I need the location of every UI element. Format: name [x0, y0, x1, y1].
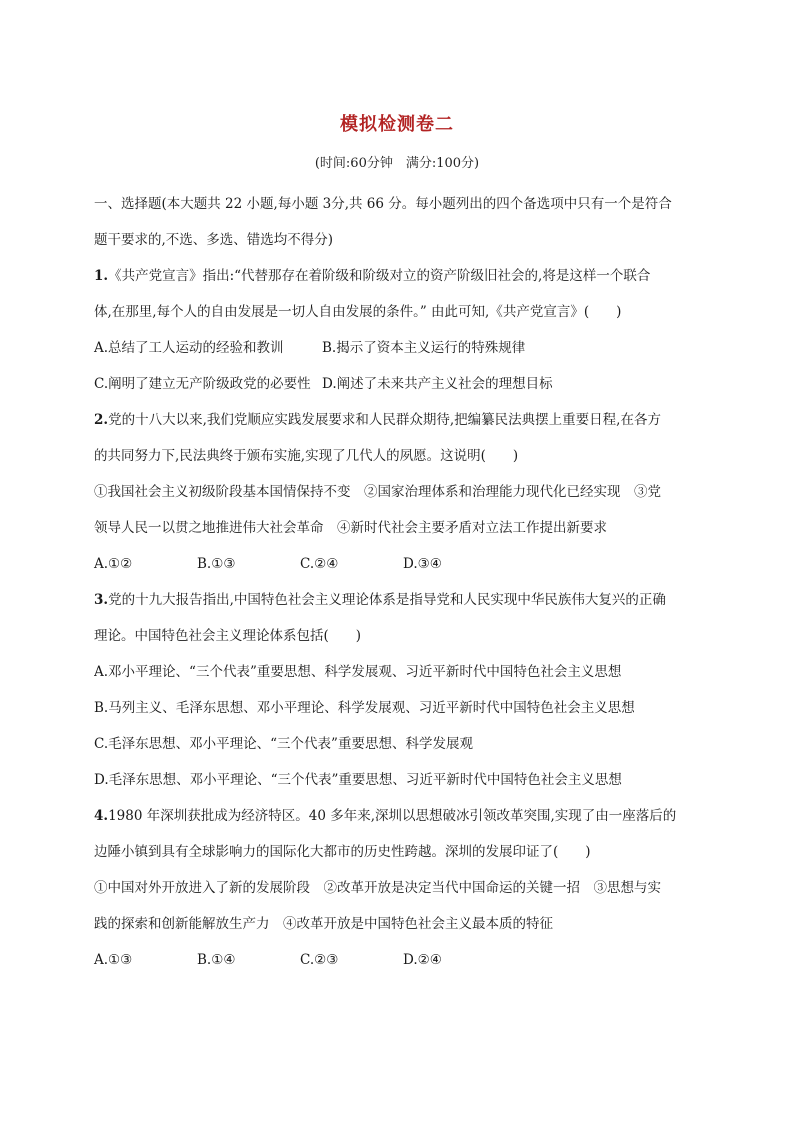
- question-number: 4.: [94, 808, 109, 824]
- option-a[interactable]: A.总结了工人运动的经验和教训: [94, 340, 284, 356]
- exam-title: 模拟检测卷二: [340, 114, 454, 135]
- question-2-line: [94, 402, 700, 438]
- question-4-options-row: [94, 942, 700, 978]
- option-d[interactable]: D.③④: [403, 556, 442, 572]
- option-c[interactable]: C.②③: [300, 952, 339, 968]
- option-b[interactable]: B.①④: [197, 952, 236, 968]
- question-4-line: 边陲小镇到具有全球影响力的国际化大都市的历史性跨越。深圳的发展印证了( ): [94, 844, 591, 860]
- option-b[interactable]: B.揭示了资本主义运行的特殊规律: [322, 340, 526, 356]
- question-2-statements: 领导人民一以贯之地推进伟大社会革命 ④新时代社会主要矛盾对立法工作提出新要求: [94, 520, 607, 536]
- question-1-line: [94, 258, 700, 294]
- question-3-line: [94, 582, 700, 618]
- question-text: 《共产党宣言》指出:“代替那存在着阶级和阶级对立的资产阶级旧社会的,将是这样一个联合: [108, 268, 651, 284]
- question-4-statements: ①中国对外开放进入了新的发展阶段 ②改革开放是决定当代中国命运的关键一招 ③思想与实: [94, 880, 661, 896]
- option-c[interactable]: C.毛泽东思想、邓小平理论、“三个代表”重要思想、科学发展观: [94, 736, 473, 752]
- question-2-options-row: [94, 546, 700, 582]
- exam-content: [94, 186, 700, 978]
- option-b[interactable]: B.①③: [197, 556, 236, 572]
- option-d[interactable]: D.②④: [403, 952, 442, 968]
- option-c[interactable]: C.②④: [300, 556, 339, 572]
- question-number: 3.: [94, 592, 109, 608]
- option-a[interactable]: A.①②: [94, 556, 133, 572]
- question-1-options-row: [94, 366, 700, 402]
- option-d[interactable]: D.阐述了未来共产主义社会的理想目标: [322, 376, 553, 392]
- question-text: 党的十九大报告指出,中国特色社会主义理论体系是指导党和人民实现中华民族伟大复兴的正确: [108, 592, 666, 608]
- question-number: 2.: [94, 412, 109, 428]
- question-text: 党的十八大以来,我们党顺应实践发展要求和人民群众期待,把编纂民法典摆上重要日程,在各方: [108, 412, 661, 428]
- section-instruction-line: 题干要求的,不选、多选、错选均不得分): [94, 232, 334, 248]
- exam-subtitle: (时间:60分钟 满分:100分): [314, 156, 480, 171]
- option-d[interactable]: D.毛泽东思想、邓小平理论、“三个代表”重要思想、习近平新时代中国特色社会主义思想: [94, 772, 622, 788]
- question-number: 1.: [94, 268, 109, 284]
- option-c[interactable]: C.阐明了建立无产阶级政党的必要性: [94, 376, 311, 392]
- question-1-line: 体,在那里,每个人的自由发展是一切人自由发展的条件。” 由此可知,《共产党宣言》( ): [94, 304, 622, 320]
- question-text: 1980 年深圳获批成为经济特区。40 多年来,深圳以思想破冰引领改革突围,实现了由一座落后的: [108, 808, 677, 824]
- option-a[interactable]: A.①③: [94, 952, 133, 968]
- question-4-line: [94, 798, 700, 834]
- section-instruction-line: 一、选择题(本大题共 22 小题,每小题 3分,共 66 分。每小题列出的四个备选项中只有一个是符合: [94, 196, 672, 212]
- question-1-options-row: [94, 330, 700, 366]
- option-a[interactable]: A.邓小平理论、“三个代表”重要思想、科学发展观、习近平新时代中国特色社会主义思想: [94, 664, 622, 680]
- option-b[interactable]: B.马列主义、毛泽东思想、邓小平理论、科学发展观、习近平新时代中国特色社会主义思想: [94, 700, 635, 716]
- question-2-statements: ①我国社会主义初级阶段基本国情保持不变 ②国家治理体系和治理能力现代化已经实现 ③党: [94, 484, 661, 500]
- question-2-line: 的共同努力下,民法典终于颁布实施,实现了几代人的夙愿。这说明( ): [94, 448, 519, 464]
- question-4-statements: 践的探索和创新能解放生产力 ④改革开放是中国特色社会主义最本质的特征: [94, 916, 553, 932]
- question-3-line: 理论。中国特色社会主义理论体系包括( ): [94, 628, 362, 644]
